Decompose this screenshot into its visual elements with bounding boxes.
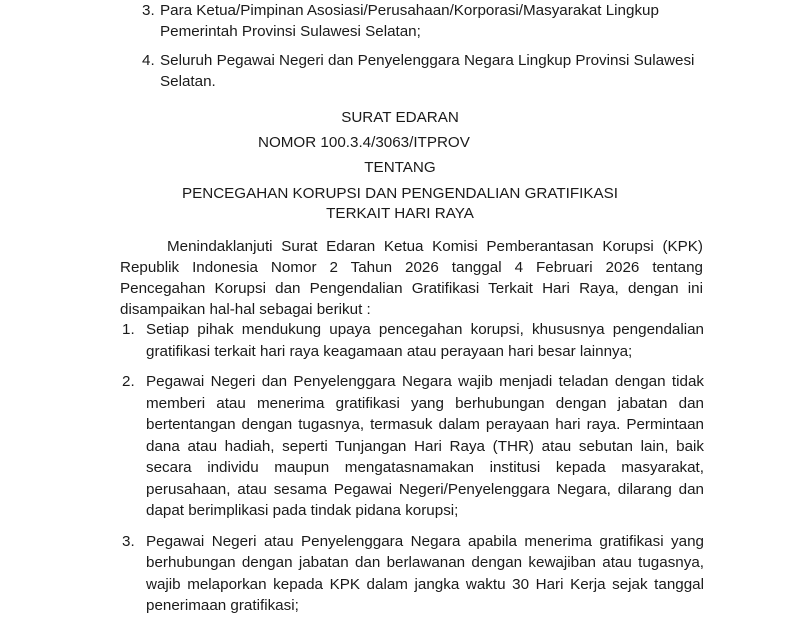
letter-about-label: TENTANG (364, 159, 436, 176)
addressee-number: 3. (142, 2, 155, 19)
addressee-text: Seluruh Pegawai Negeri dan Penyelenggara Negara Lingkup Provinsi Sulawesi Selatan. (160, 52, 695, 90)
letter-number: NOMOR 100.3.4/3063/ITPROV (258, 134, 470, 151)
point-number: 1. (122, 321, 135, 338)
point-text: Pegawai Negeri dan Penyelenggara Negara wajib menjadi teladan dengan tidak memberi atau menerima gratifikasi yang berhubungan dengan jabatan dan bertentangan dengan tugasnya, termasuk dalam perayaan hari raya. Permintaan dana atau hadiah, seperti Tunjangan Hari Raya (THR) atau sebutan lain, baik secara individu maupun mengatasnamakan institusi kepada masyarakat, perusahaan, atau sesama Pegawai Negeri/Penyelenggara Negara, dilarang dan dapat berimplikasi pada tindak pidana korupsi; (146, 373, 704, 519)
letter-subject-line1: PENCEGAHAN KORUPSI DAN PENGENDALIAN GRATIFIKASI (181, 185, 619, 202)
point-text: Setiap pihak mendukung upaya pencegahan korupsi, khususnya pengendalian gratifikasi terkait hari raya keagamaan atau perayaan hari besar lainnya; (146, 321, 704, 360)
addressee-list (144, 0, 710, 100)
intro-paragraph: Menindaklanjuti Surat Edaran Ketua Komisi Pemberantasan Korupsi (KPK) Republik Indonesia Nomor 2 Tahun 2026 tanggal 4 Februari 2026 tentang Pencegahan Korupsi dan Pengendalian Gratifikasi Terkait Hari Raya, dengan ini disampaikan hal-hal sebagai berikut : (120, 238, 703, 318)
addressee-number: 4. (142, 52, 155, 69)
letter-title: SURAT EDARAN (341, 109, 459, 126)
letter-subject-line2: TERKAIT HARI RAYA (326, 205, 474, 222)
points-list (122, 319, 704, 626)
addressee-text: Para Ketua/Pimpinan Asosiasi/Perusahaan/Korporasi/Masyarakat Lingkup Pemerintah Provinsi Sulawesi Selatan; (160, 2, 659, 40)
point-item (122, 319, 704, 362)
point-text: Pegawai Negeri atau Penyelenggara Negara apabila menerima gratifikasi yang berhubungan dengan jabatan dan berlawanan dengan kewajiban atau tugasnya, wajib melaporkan kepada KPK dalam jangka waktu 30 Hari Kerja sejak tanggal penerimaan gratifikasi; (146, 532, 704, 614)
point-number: 2. (122, 373, 135, 390)
addressee-item (144, 50, 710, 92)
point-item (122, 531, 704, 617)
addressee-item (144, 0, 710, 42)
point-number: 3. (122, 532, 135, 550)
point-item (122, 371, 704, 522)
